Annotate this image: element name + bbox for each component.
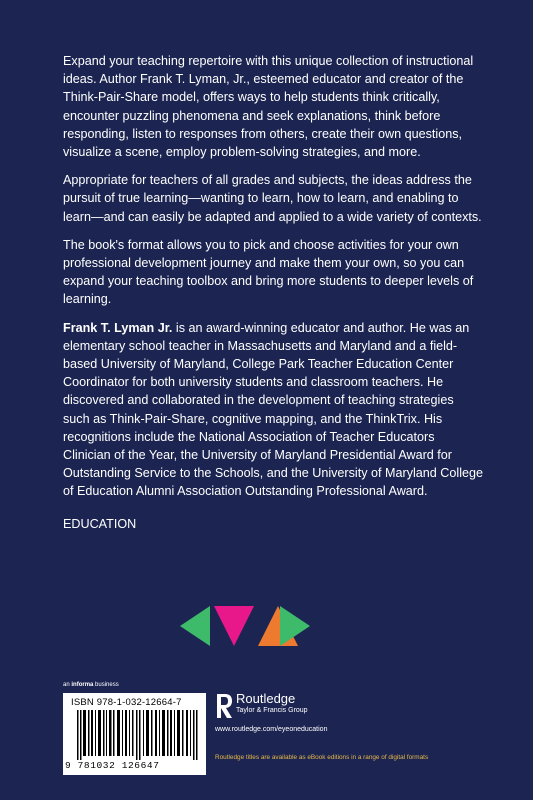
barcode-box	[63, 693, 206, 775]
green-left-triangle	[180, 606, 210, 646]
triangle-logo	[180, 606, 310, 646]
back-cover-text	[63, 52, 483, 533]
description-paragraph-1: Expand your teaching repertoire with this unique collection of instructional ideas. Author Frank T. Lyman, Jr., esteemed educator and creator of the Think-Pair-Share model, offers ways to help students think critically, encounter puzzling phenomena and seek explanations, think before responding, listen to responses from others, create their own questions, visualize a scene, employ problem-solving strategies, and more.	[63, 54, 474, 160]
publisher-url: www.routledge.com/eyeoneducation	[215, 726, 328, 733]
routledge-logo-icon	[215, 692, 235, 720]
author-name: Frank T. Lyman Jr.	[63, 320, 173, 335]
author-bio	[63, 319, 483, 501]
description-paragraph-2: Appropriate for teachers of all grades and subjects, the ideas address the pursuit of true learning—wanting to learn, how to learn, and enabling to learn—and can easily be adapted and applied to a wide variety of contexts.	[63, 173, 482, 224]
ebook-note: Routledge titles are available as eBook editions in a range of digital formats	[215, 754, 429, 761]
description-paragraph-3: The book's format allows you to pick and choose activities for your own professional development journey and make them your own, so you can expand your teaching toolbox and bring more students to deeper levels of learning.	[63, 237, 474, 307]
isbn-text: ISBN 978-1-032-12664-7	[71, 697, 182, 708]
author-bio-text: is an award-winning educator and author. He was an elementary school teacher in Massachusetts and Maryland and a field-based University of Maryland, College Park Teacher Education Center Coordinator for both university students and classroom teachers. He discovered and collaborated in the development of teaching strategies such as Think-Pair-Share, cognitive mapping, and the ThinkTrix. His recognitions include the National Association of Teacher Educators Clinician of the Year, the University of Maryland Presidential Award for Outstanding Service to the Schools, and the University of Maryland College of Education Alumni Association Outstanding Professional Award.	[63, 320, 484, 499]
informa-business-label: an informa business	[63, 682, 119, 688]
category-label: EDUCATION	[63, 516, 137, 531]
publisher-name: Routledge	[236, 691, 296, 706]
barcode	[77, 710, 199, 760]
pink-down-triangle	[214, 606, 254, 646]
publisher-subtitle: Taylor & Francis Group	[236, 707, 308, 714]
barcode-digits: 9 781032 126647	[65, 760, 160, 771]
